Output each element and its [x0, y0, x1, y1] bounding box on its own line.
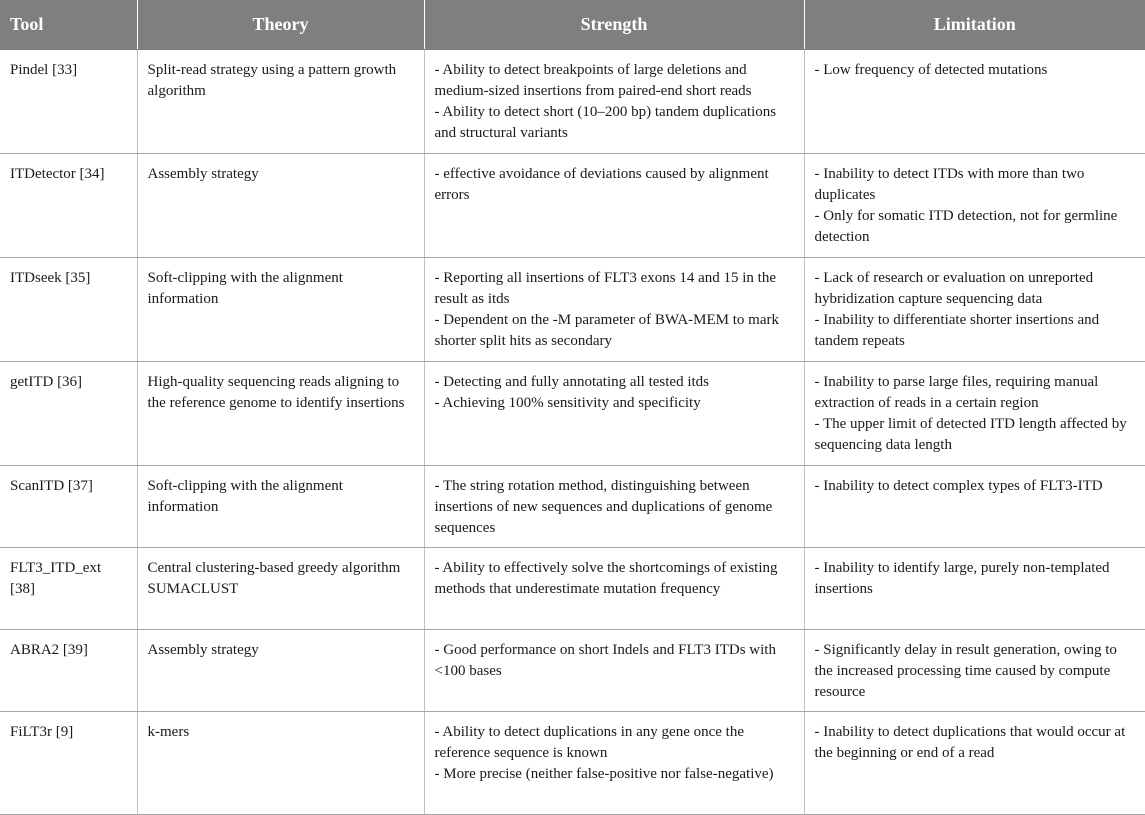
table-row	[0, 630, 1145, 712]
theory-cell: k-mers	[137, 712, 424, 815]
tool-cell: getITD [36]	[0, 362, 137, 466]
theory-cell: Soft-clipping with the alignment information	[137, 466, 424, 548]
limitation-item: - Low frequency of detected mutations	[814, 62, 1048, 78]
theory-cell: Assembly strategy	[137, 630, 424, 712]
limitation-item: - Lack of research or evaluation on unreported hybridization capture sequencing data	[814, 270, 1094, 307]
strength-item: - Ability to detect short (10–200 bp) tandem duplications and structural variants	[434, 104, 777, 141]
strength-item: - Reporting all insertions of FLT3 exons 14 and 15 in the result as itds	[434, 270, 776, 307]
theory-cell: Split-read strategy using a pattern growth algorithm	[137, 50, 424, 154]
limitation-cell	[804, 50, 1145, 154]
theory-cell: High-quality sequencing reads aligning to the reference genome to identify insertions	[137, 362, 424, 466]
tool-cell: ScanITD [37]	[0, 466, 137, 548]
strength-item: - Detecting and fully annotating all tested itds	[434, 374, 710, 390]
limitation-item: - Inability to detect ITDs with more than two duplicates	[814, 166, 1085, 203]
limitation-item: - The upper limit of detected ITD length affected by sequencing data length	[814, 416, 1127, 453]
tool-cell: ABRA2 [39]	[0, 630, 137, 712]
limitation-item: - Inability to identify large, purely non-templated insertions	[814, 560, 1110, 597]
header-tool: Tool	[0, 0, 137, 50]
tool-cell: FiLT3r [9]	[0, 712, 137, 815]
limitation-cell	[804, 362, 1145, 466]
limitation-cell	[804, 466, 1145, 548]
table-header	[0, 0, 1145, 50]
strength-item: - More precise (neither false-positive nor false-negative)	[434, 766, 774, 782]
theory-cell: Central clustering-based greedy algorithm SUMACLUST	[137, 548, 424, 630]
strength-item: - Ability to detect breakpoints of large deletions and medium-sized insertions from paired-end short reads	[434, 62, 752, 99]
table-row	[0, 712, 1145, 815]
strength-item: - Ability to effectively solve the shortcomings of existing methods that underestimate mutation frequency	[434, 560, 778, 597]
table-row	[0, 154, 1145, 258]
strength-cell	[424, 466, 804, 548]
limitation-cell	[804, 548, 1145, 630]
limitation-item: - Only for somatic ITD detection, not for germline detection	[814, 208, 1118, 245]
limitation-item: - Inability to parse large files, requiring manual extraction of reads in a certain region	[814, 374, 1099, 411]
header-row	[0, 0, 1145, 50]
tool-cell: ITDseek [35]	[0, 258, 137, 362]
theory-cell: Soft-clipping with the alignment information	[137, 258, 424, 362]
strength-item: - The string rotation method, distinguishing between insertions of new sequences and duplications of genome sequences	[434, 478, 773, 536]
table-row	[0, 50, 1145, 154]
header-limitation: Limitation	[804, 0, 1145, 50]
strength-cell	[424, 630, 804, 712]
strength-cell	[424, 362, 804, 466]
table-row	[0, 466, 1145, 548]
tool-cell: FLT3_ITD_ext [38]	[0, 548, 137, 630]
table-body	[0, 50, 1145, 815]
table-row	[0, 258, 1145, 362]
strength-item: - Good performance on short Indels and FLT3 ITDs with <100 bases	[434, 642, 776, 679]
strength-cell	[424, 154, 804, 258]
theory-cell: Assembly strategy	[137, 154, 424, 258]
header-strength: Strength	[424, 0, 804, 50]
limitation-item: - Inability to differentiate shorter insertions and tandem repeats	[814, 312, 1100, 349]
limitation-cell	[804, 630, 1145, 712]
limitation-item: - Inability to detect duplications that would occur at the beginning or end of a read	[814, 724, 1126, 761]
table-row	[0, 548, 1145, 630]
strength-item: - Dependent on the -M parameter of BWA-MEM to mark shorter split hits as secondary	[434, 312, 779, 349]
tool-cell: ITDetector [34]	[0, 154, 137, 258]
header-theory: Theory	[137, 0, 424, 50]
strength-item: - Ability to detect duplications in any gene once the reference sequence is known	[434, 724, 744, 761]
table-row	[0, 362, 1145, 466]
strength-cell	[424, 50, 804, 154]
strength-item: - effective avoidance of deviations caused by alignment errors	[434, 166, 769, 203]
limitation-item: - Inability to detect complex types of FLT3-ITD	[814, 478, 1103, 494]
strength-item: - Achieving 100% sensitivity and specificity	[434, 395, 701, 411]
tool-cell: Pindel [33]	[0, 50, 137, 154]
limitation-cell	[804, 712, 1145, 815]
limitation-cell	[804, 258, 1145, 362]
strength-cell	[424, 548, 804, 630]
strength-cell	[424, 258, 804, 362]
limitation-item: - Significantly delay in result generation, owing to the increased processing time caused by compute resource	[814, 642, 1117, 700]
strength-cell	[424, 712, 804, 815]
limitation-cell	[804, 154, 1145, 258]
